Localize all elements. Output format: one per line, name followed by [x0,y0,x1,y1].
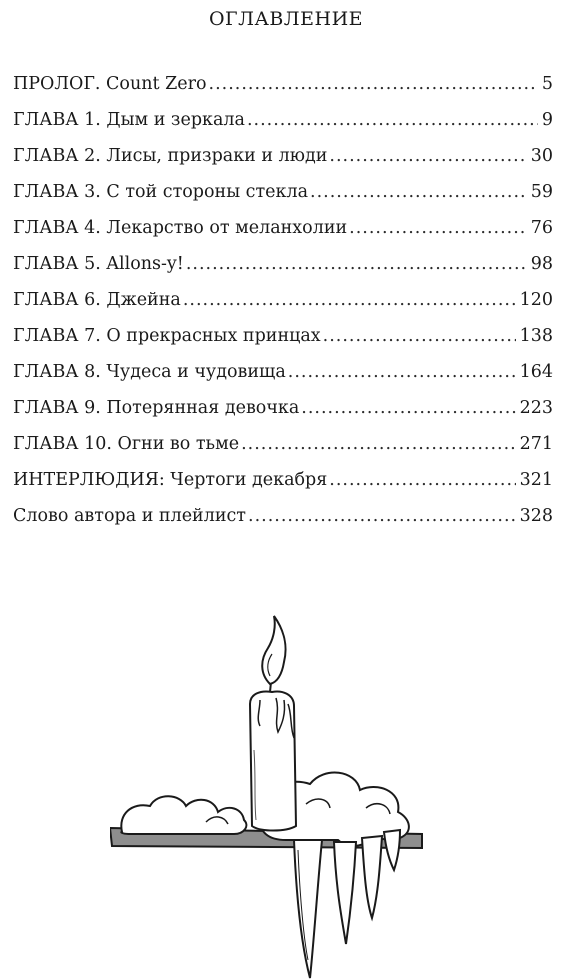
toc-entry-title: ГЛАВА 2. Лисы, призраки и люди [13,146,328,166]
toc-entry[interactable] [13,138,553,174]
toc-entry[interactable] [13,66,553,102]
toc-entry-title: Слово автора и плейлист [13,506,246,526]
toc-entry-title: ГЛАВА 1. Дым и зеркала [13,110,245,130]
toc-entry[interactable] [13,498,553,534]
dot-leader [323,318,516,354]
dot-leader [186,246,527,282]
dot-leader [310,174,527,210]
toc-entry-page: 138 [519,326,553,346]
toc-entry[interactable] [13,102,553,138]
toc-entry[interactable] [13,462,553,498]
toc-entry-title: ГЛАВА 7. О прекрасных принцах [13,326,321,346]
toc-entry-page: 120 [519,290,553,310]
toc-entry-page: 76 [530,218,553,238]
toc-entry-page: 30 [530,146,553,166]
toc-entry-title: ГЛАВА 9. Потерянная девочка [13,398,300,418]
toc-entry[interactable] [13,390,553,426]
toc-entry-page: 164 [519,362,553,382]
toc-entry[interactable] [13,426,553,462]
dot-leader [247,102,538,138]
toc-entry-page: 321 [519,470,553,490]
toc-entry[interactable] [13,318,553,354]
dot-leader [288,354,516,390]
toc-entry-page: 98 [530,254,553,274]
toc-entry-page: 5 [541,74,553,94]
dot-leader [241,426,516,462]
toc-entry-title: ИНТЕРЛЮДИЯ: Чертоги декабря [13,470,328,490]
toc-entry[interactable] [13,174,553,210]
dot-leader [248,498,516,534]
toc-entry-page: 328 [519,506,553,526]
dot-leader [349,210,527,246]
dot-leader [329,462,515,498]
toc-entry-title: ГЛАВА 4. Лекарство от меланхолии [13,218,348,238]
dot-leader [301,390,515,426]
toc-entry-title: ПРОЛОГ. Count Zero [13,74,207,94]
toc-entry-title: ГЛАВА 8. Чудеса и чудовища [13,362,286,382]
candle-on-snowy-shelf-icon [110,600,470,980]
toc-entry[interactable] [13,354,553,390]
toc-entry[interactable] [13,282,553,318]
dot-leader [183,282,516,318]
toc-entry-page: 59 [530,182,553,202]
toc-entry-page: 9 [541,110,553,130]
table-of-contents [13,66,553,534]
toc-entry[interactable] [13,210,553,246]
toc-entry-title: ГЛАВА 5. Allons-y! [13,254,184,274]
toc-entry-title: ГЛАВА 3. С той стороны стекла [13,182,309,202]
toc-entry-page: 271 [519,434,553,454]
toc-entry-title: ГЛАВА 6. Джейна [13,290,181,310]
page-title: ОГЛАВЛЕНИЕ [208,8,364,30]
toc-entry-title: ГЛАВА 10. Огни во тьме [13,434,240,454]
dot-leader [209,66,538,102]
toc-entry-page: 223 [519,398,553,418]
dot-leader [329,138,526,174]
toc-entry[interactable] [13,246,553,282]
